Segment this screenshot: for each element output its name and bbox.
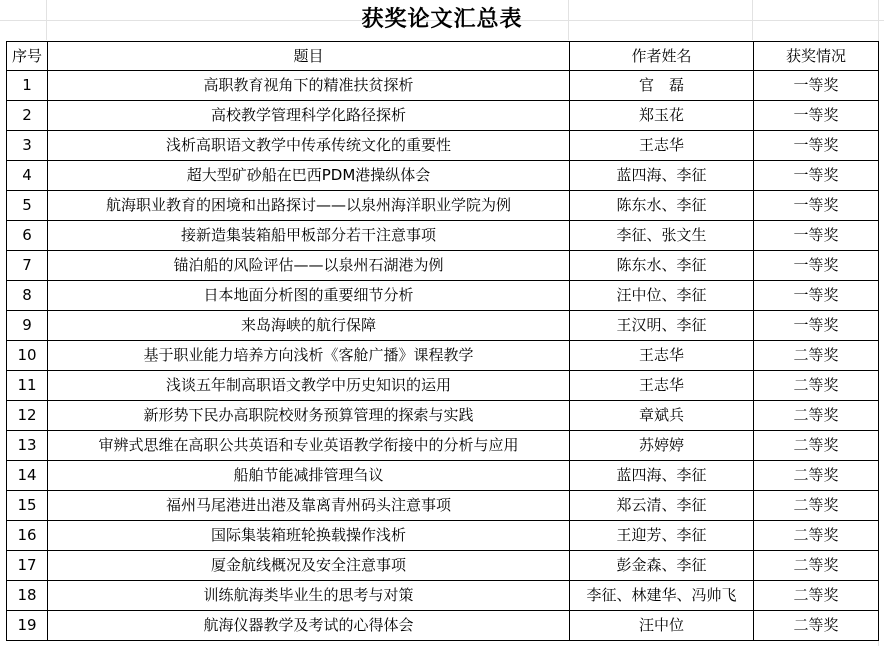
cell-title[interactable]: 船舶节能减排管理刍议 <box>48 461 570 491</box>
cell-title[interactable]: 来岛海峡的航行保障 <box>48 311 570 341</box>
table-row <box>7 401 879 431</box>
cell-award[interactable]: 二等奖 <box>754 401 879 431</box>
table-row <box>7 131 879 161</box>
table-row <box>7 371 879 401</box>
cell-title[interactable]: 基于职业能力培养方向浅析《客舱广播》课程教学 <box>48 341 570 371</box>
cell-title[interactable]: 航海仪器教学及考试的心得体会 <box>48 611 570 641</box>
cell-author[interactable]: 王迎芳、李征 <box>570 521 754 551</box>
cell-award[interactable]: 二等奖 <box>754 461 879 491</box>
cell-author[interactable]: 官 磊 <box>570 71 754 101</box>
cell-no[interactable]: 18 <box>7 581 48 611</box>
cell-award[interactable]: 二等奖 <box>754 581 879 611</box>
cell-title[interactable]: 审辨式思维在高职公共英语和专业英语教学衔接中的分析与应用 <box>48 431 570 461</box>
header-author[interactable]: 作者姓名 <box>570 42 754 71</box>
cell-award[interactable]: 二等奖 <box>754 341 879 371</box>
cell-author[interactable]: 陈东水、李征 <box>570 191 754 221</box>
cell-no[interactable]: 7 <box>7 251 48 281</box>
table-row <box>7 161 879 191</box>
table-row <box>7 431 879 461</box>
table-row <box>7 251 879 281</box>
cell-award[interactable]: 一等奖 <box>754 221 879 251</box>
table-row <box>7 461 879 491</box>
cell-award[interactable]: 二等奖 <box>754 611 879 641</box>
cell-award[interactable]: 一等奖 <box>754 131 879 161</box>
header-title[interactable]: 题目 <box>48 42 570 71</box>
cell-title[interactable]: 高校教学管理科学化路径探析 <box>48 101 570 131</box>
page-title: 获奖论文汇总表 <box>361 7 523 32</box>
cell-title[interactable]: 新形势下民办高职院校财务预算管理的探索与实践 <box>48 401 570 431</box>
cell-award[interactable]: 一等奖 <box>754 71 879 101</box>
cell-author[interactable]: 蓝四海、李征 <box>570 161 754 191</box>
cell-author[interactable]: 郑云清、李征 <box>570 491 754 521</box>
cell-author[interactable]: 章斌兵 <box>570 401 754 431</box>
cell-award[interactable]: 二等奖 <box>754 431 879 461</box>
cell-award[interactable]: 一等奖 <box>754 281 879 311</box>
cell-author[interactable]: 李征、张文生 <box>570 221 754 251</box>
cell-award[interactable]: 二等奖 <box>754 371 879 401</box>
cell-no[interactable]: 15 <box>7 491 48 521</box>
cell-author[interactable]: 蓝四海、李征 <box>570 461 754 491</box>
table-row <box>7 71 879 101</box>
cell-title[interactable]: 福州马尾港进出港及靠离青州码头注意事项 <box>48 491 570 521</box>
cell-author[interactable]: 李征、林建华、冯帅飞 <box>570 581 754 611</box>
header-no[interactable]: 序号 <box>7 42 48 71</box>
cell-author[interactable]: 陈东水、李征 <box>570 251 754 281</box>
cell-no[interactable]: 19 <box>7 611 48 641</box>
awards-table <box>6 41 879 641</box>
cell-author[interactable]: 汪中位 <box>570 611 754 641</box>
cell-award[interactable]: 一等奖 <box>754 251 879 281</box>
table-row <box>7 491 879 521</box>
cell-title[interactable]: 日本地面分析图的重要细节分析 <box>48 281 570 311</box>
cell-no[interactable]: 17 <box>7 551 48 581</box>
table-row <box>7 341 879 371</box>
cell-title[interactable]: 航海职业教育的困境和出路探讨——以泉州海洋职业学院为例 <box>48 191 570 221</box>
table-row <box>7 611 879 641</box>
table-row <box>7 551 879 581</box>
cell-award[interactable]: 二等奖 <box>754 521 879 551</box>
cell-title[interactable]: 高职教育视角下的精准扶贫探析 <box>48 71 570 101</box>
cell-title[interactable]: 浅谈五年制高职语文教学中历史知识的运用 <box>48 371 570 401</box>
cell-title[interactable]: 国际集装箱班轮换载操作浅析 <box>48 521 570 551</box>
cell-title[interactable]: 厦金航线概况及安全注意事项 <box>48 551 570 581</box>
table-row <box>7 191 879 221</box>
cell-title[interactable]: 接新造集装箱船甲板部分若干注意事项 <box>48 221 570 251</box>
cell-title[interactable]: 超大型矿砂船在巴西PDM港操纵体会 <box>48 161 570 191</box>
table-row <box>7 521 879 551</box>
cell-author[interactable]: 郑玉花 <box>570 101 754 131</box>
cell-author[interactable]: 王志华 <box>570 131 754 161</box>
cell-no[interactable]: 1 <box>7 71 48 101</box>
cell-no[interactable]: 9 <box>7 311 48 341</box>
cell-title[interactable]: 浅析高职语文教学中传承传统文化的重要性 <box>48 131 570 161</box>
cell-author[interactable]: 彭金森、李征 <box>570 551 754 581</box>
cell-no[interactable]: 14 <box>7 461 48 491</box>
cell-title[interactable]: 锚泊船的风险评估——以泉州石湖港为例 <box>48 251 570 281</box>
cell-no[interactable]: 16 <box>7 521 48 551</box>
cell-no[interactable]: 12 <box>7 401 48 431</box>
cell-no[interactable]: 11 <box>7 371 48 401</box>
cell-award[interactable]: 二等奖 <box>754 551 879 581</box>
cell-author[interactable]: 王志华 <box>570 371 754 401</box>
cell-no[interactable]: 6 <box>7 221 48 251</box>
cell-award[interactable]: 一等奖 <box>754 101 879 131</box>
cell-author[interactable]: 汪中位、李征 <box>570 281 754 311</box>
cell-title[interactable]: 训练航海类毕业生的思考与对策 <box>48 581 570 611</box>
cell-award[interactable]: 一等奖 <box>754 161 879 191</box>
header-award[interactable]: 获奖情况 <box>754 42 879 71</box>
cell-no[interactable]: 8 <box>7 281 48 311</box>
table-header-row <box>7 42 879 71</box>
table-row <box>7 311 879 341</box>
cell-award[interactable]: 一等奖 <box>754 311 879 341</box>
cell-no[interactable]: 3 <box>7 131 48 161</box>
cell-no[interactable]: 13 <box>7 431 48 461</box>
table-row <box>7 281 879 311</box>
cell-author[interactable]: 王汉明、李征 <box>570 311 754 341</box>
cell-author[interactable]: 苏婷婷 <box>570 431 754 461</box>
cell-award[interactable]: 一等奖 <box>754 191 879 221</box>
table-row <box>7 221 879 251</box>
cell-no[interactable]: 5 <box>7 191 48 221</box>
table-row <box>7 581 879 611</box>
table-row <box>7 101 879 131</box>
cell-no[interactable]: 4 <box>7 161 48 191</box>
cell-author[interactable]: 王志华 <box>570 341 754 371</box>
cell-award[interactable]: 二等奖 <box>754 491 879 521</box>
cell-no[interactable]: 2 <box>7 101 48 131</box>
cell-no[interactable]: 10 <box>7 341 48 371</box>
